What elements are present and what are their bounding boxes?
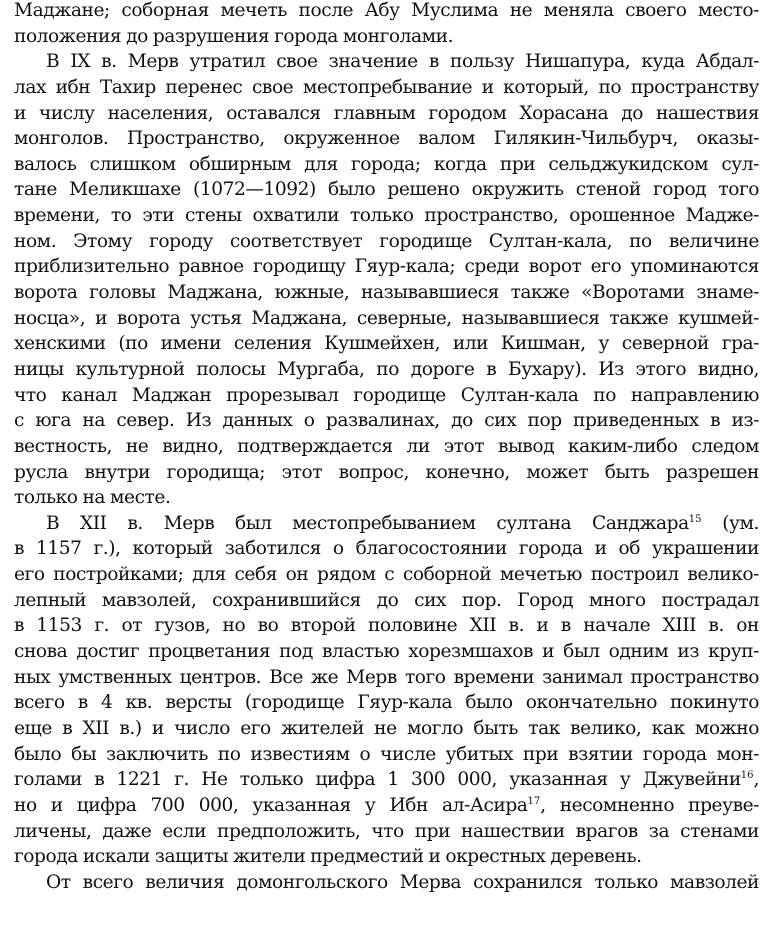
text-line (0, 665, 761, 691)
text-line (0, 742, 761, 768)
text-line (0, 793, 761, 819)
text-line (0, 536, 761, 562)
text-line (0, 203, 761, 229)
line-text: еще в XII в.) и число его жителей не могло быть так велико, как можно (14, 717, 759, 739)
line-text: От всего величия домонгольского Мерва сохранился только мавзолей (46, 871, 759, 893)
line-text: тане Меликшахе (1072—1092) было решено окружить стеной город того (14, 179, 759, 201)
footnote-marker: 15 (688, 513, 702, 525)
line-text: его постройками; для себя он рядом с соборной мечетью построил велико- (14, 564, 759, 586)
line-text: в 1157 г.), который заботился о благосостоянии города и об украшении (14, 538, 759, 560)
line-text: с юга на север. Из данных о развалинах, до сих пор приведенных в из- (14, 410, 759, 432)
line-text: города искали защиты жители предместий и окрестных деревень. (14, 846, 642, 868)
line-text: ном. Этому городу соответствует городище Султан-кала, по величине (14, 230, 759, 252)
text-line (0, 177, 761, 203)
footnote-marker: 16 (740, 770, 754, 782)
text-line (0, 485, 761, 511)
text-line (0, 0, 761, 24)
line-text: ворота головы Маджана, южные, называвшиеся также «Воротами знаме- (14, 282, 759, 304)
line-text: лепный мавзолей, сохранившийся до сих пор. Город много пострадал (14, 589, 759, 611)
text-line (0, 280, 761, 306)
line-text: валось слишком обширным для города; когда при сельджукидском сул- (14, 153, 759, 175)
text-line (0, 460, 761, 486)
text-line (0, 690, 761, 716)
text-line (0, 870, 761, 896)
line-text: В XII в. Мерв был местопребыванием султана Санджара (46, 512, 689, 534)
text-line (0, 75, 761, 101)
line-text: Маджане; соборная мечеть после Абу Муслима не меняла своего место- (14, 0, 759, 21)
text-line (0, 254, 761, 280)
line-text: времени, то эти стены охватили только пространство, орошенное Мадже- (14, 205, 759, 227)
line-text: В IX в. Мерв утратил свое значение в пользу Нишапура, куда Абдал- (46, 51, 759, 73)
line-text: только на месте. (14, 487, 171, 509)
text-line (0, 819, 761, 845)
text-line (0, 152, 761, 178)
line-text: лах ибн Тахир перенес свое местопребывание и который, по пространству (14, 76, 759, 98)
line-text: что канал Маджан прорезывал городище Султан-кала по направлению (14, 384, 759, 406)
footnote-marker: 17 (527, 795, 541, 807)
line-text-continuation: , несомненно преуве- (540, 794, 759, 816)
line-text: в 1153 г. от гузов, но во второй половине XII в. и в начале XIII в. он (14, 615, 759, 637)
text-line (0, 511, 761, 537)
text-line (0, 229, 761, 255)
line-text: носца», и ворота устья Маджана, северные, называвшиеся также кушмей- (14, 307, 759, 329)
line-text: монголов. Пространство, окруженное валом Гилякин-Чильбурч, оказы- (14, 128, 759, 150)
text-line (0, 767, 761, 793)
line-text: вестность, не видно, подтверждается ли этот вывод каким-либо следом (14, 435, 759, 457)
line-text: приблизительно равное городищу Гяур-кала; среди ворот его упоминаются (14, 256, 759, 278)
text-line (0, 408, 761, 434)
text-line (0, 306, 761, 332)
line-text: положения до разрушения города монголами. (14, 25, 454, 47)
line-text: голами в 1221 г. Не только цифра 1 300 000, указанная у Джувейни (14, 769, 741, 791)
text-line (0, 639, 761, 665)
line-text: ных умственных центров. Все же Мерв того времени занимал пространство (14, 666, 759, 688)
text-line (0, 101, 761, 127)
text-line (0, 434, 761, 460)
line-text: и числу населения, оставался главным городом Хорасана до нашествия (14, 102, 759, 124)
text-line (0, 562, 761, 588)
line-text-continuation: , (753, 769, 759, 791)
line-text: снова достиг процветания под властью хорезмшахов и был одним из круп- (14, 641, 759, 663)
text-line (0, 613, 761, 639)
line-text: было бы заключить по известиям о числе убитых при взятии города мон- (14, 743, 759, 765)
text-line (0, 383, 761, 409)
text-line (0, 844, 761, 870)
text-line (0, 24, 761, 50)
line-text: хенскими (по имени селения Кушмейхен, или Кишман, у северной гра- (14, 333, 759, 355)
line-text-continuation: (ум. (701, 512, 759, 534)
line-text: но и цифра 700 000, указанная у Ибн ал-Асира (14, 794, 528, 816)
line-text: русла внутри городища; этот вопрос, конечно, может быть разрешен (14, 461, 759, 483)
line-text: личены, даже если предположить, что при нашествии врагов за стенами (14, 820, 759, 842)
text-line (0, 716, 761, 742)
text-line (0, 126, 761, 152)
line-text: ницы культурной полосы Мургаба, по дороге в Бухару). Из этого видно, (14, 358, 759, 380)
text-line (0, 588, 761, 614)
text-line (0, 331, 761, 357)
text-line (0, 49, 761, 75)
line-text: всего в 4 кв. версты (городище Гяур-кала было окончательно покинуто (14, 692, 759, 714)
text-line (0, 357, 761, 383)
